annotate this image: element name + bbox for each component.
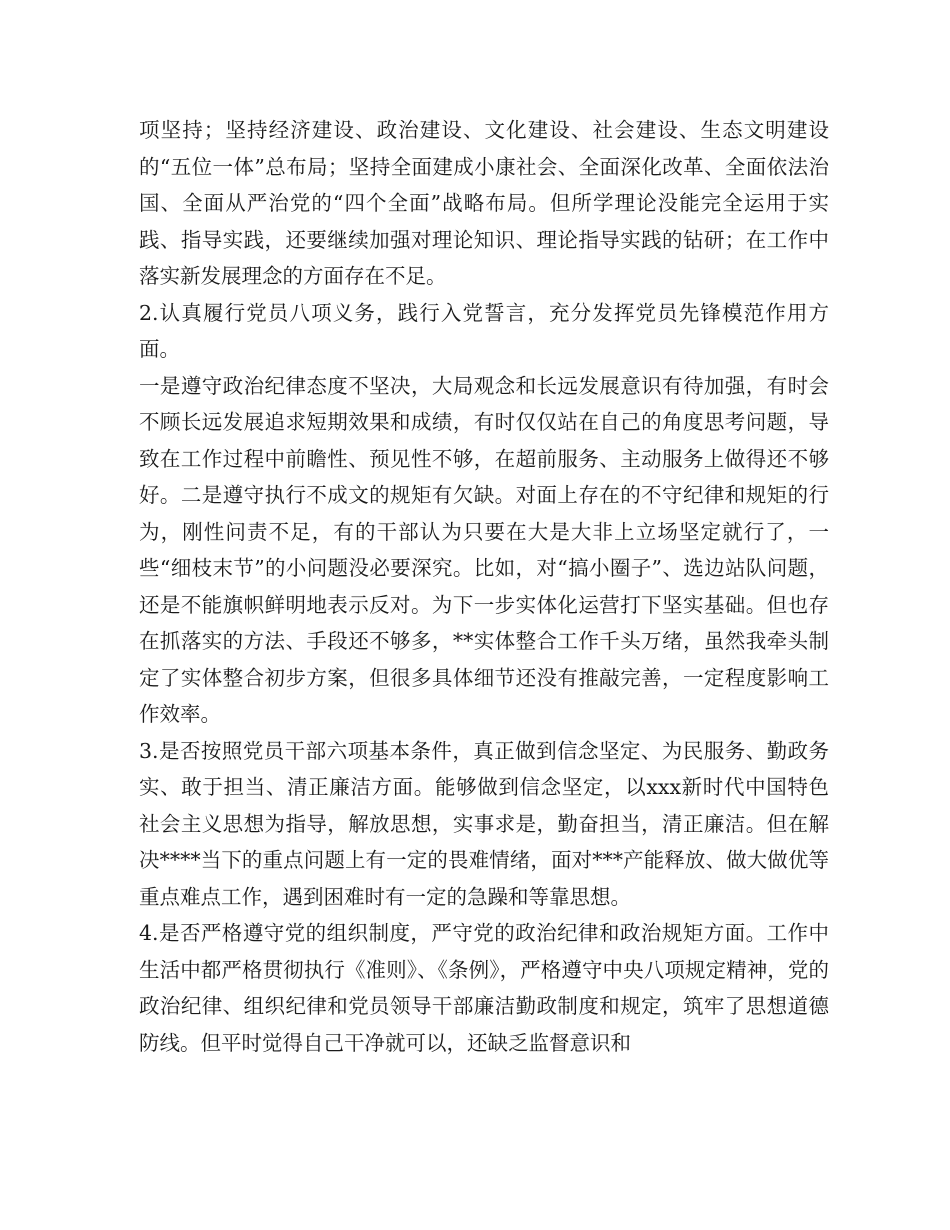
paragraph-3: 一是遵守政治纪律态度不坚决，大局观念和长远发展意识有待加强，有时会不顾长远发展追求短期效果和成绩，有时仅仅站在自己的角度思考问题，导致在工作过程中前瞻性、预见性不够，在超前服务、主动服务上做得还不够好。二是遵守执行不成文的规矩有欠缺。对面上存在的不守纪律和规矩的行为，刚性问责不足，有的干部认为只要在大是大非上立场坚定就行了，一些“细枝末节”的小问题没必要深究。比如，对“搞小圈子”、选边站队问题，还是不能旗帜鲜明地表示反对。为下一步实体化运营打下坚实基础。但也存在抓落实的方法、手段还不够多，**实体整合工作千头万绪，虽然我牵头制定了实体整合初步方案，但很多具体细节还没有推敲完善，一定程度影响工作效率。: [139, 373, 829, 726]
paragraph-2: 2.认真履行党员八项义务，践行入党誓言，充分发挥党员先锋模范作用方面。: [139, 300, 829, 361]
paragraph-5: 4.是否严格遵守党的组织制度，严守党的政治纪律和政治规矩方面。工作中生活中都严格贯彻执行《准则》、《条例》，严格遵守中央八项规定精神，党的政治纪律、组织纪律和党员领导干部廉洁勤政制度和规定，筑牢了思想道德防线。但平时觉得自己干净就可以，还缺乏监督意识和: [139, 921, 829, 1055]
paragraph-4: 3.是否按照党员干部六项基本条件，真正做到信念坚定、为民服务、勤政务实、敢于担当、清正廉洁方面。能够做到信念坚定，以xxx新时代中国特色社会主义思想为指导，解放思想，实事求是，勤奋担当，清正廉洁。但在解决****当下的重点问题上有一定的畏难情绪，面对***产能释放、做大做优等重点难点工作，遇到困难时有一定的急躁和等靠思想。: [139, 738, 829, 909]
document-body: [139, 112, 829, 1061]
paragraph-1: 项坚持；坚持经济建设、政治建设、文化建设、社会建设、生态文明建设的“五位一体”总布局；坚持全面建成小康社会、全面深化改革、全面依法治国、全面从严治党的“四个全面”战略布局。但所学理论没能完全运用于实践、指导实践，还要继续加强对理论知识、理论指导实践的钻研；在工作中落实新发展理念的方面存在不足。: [139, 118, 829, 288]
